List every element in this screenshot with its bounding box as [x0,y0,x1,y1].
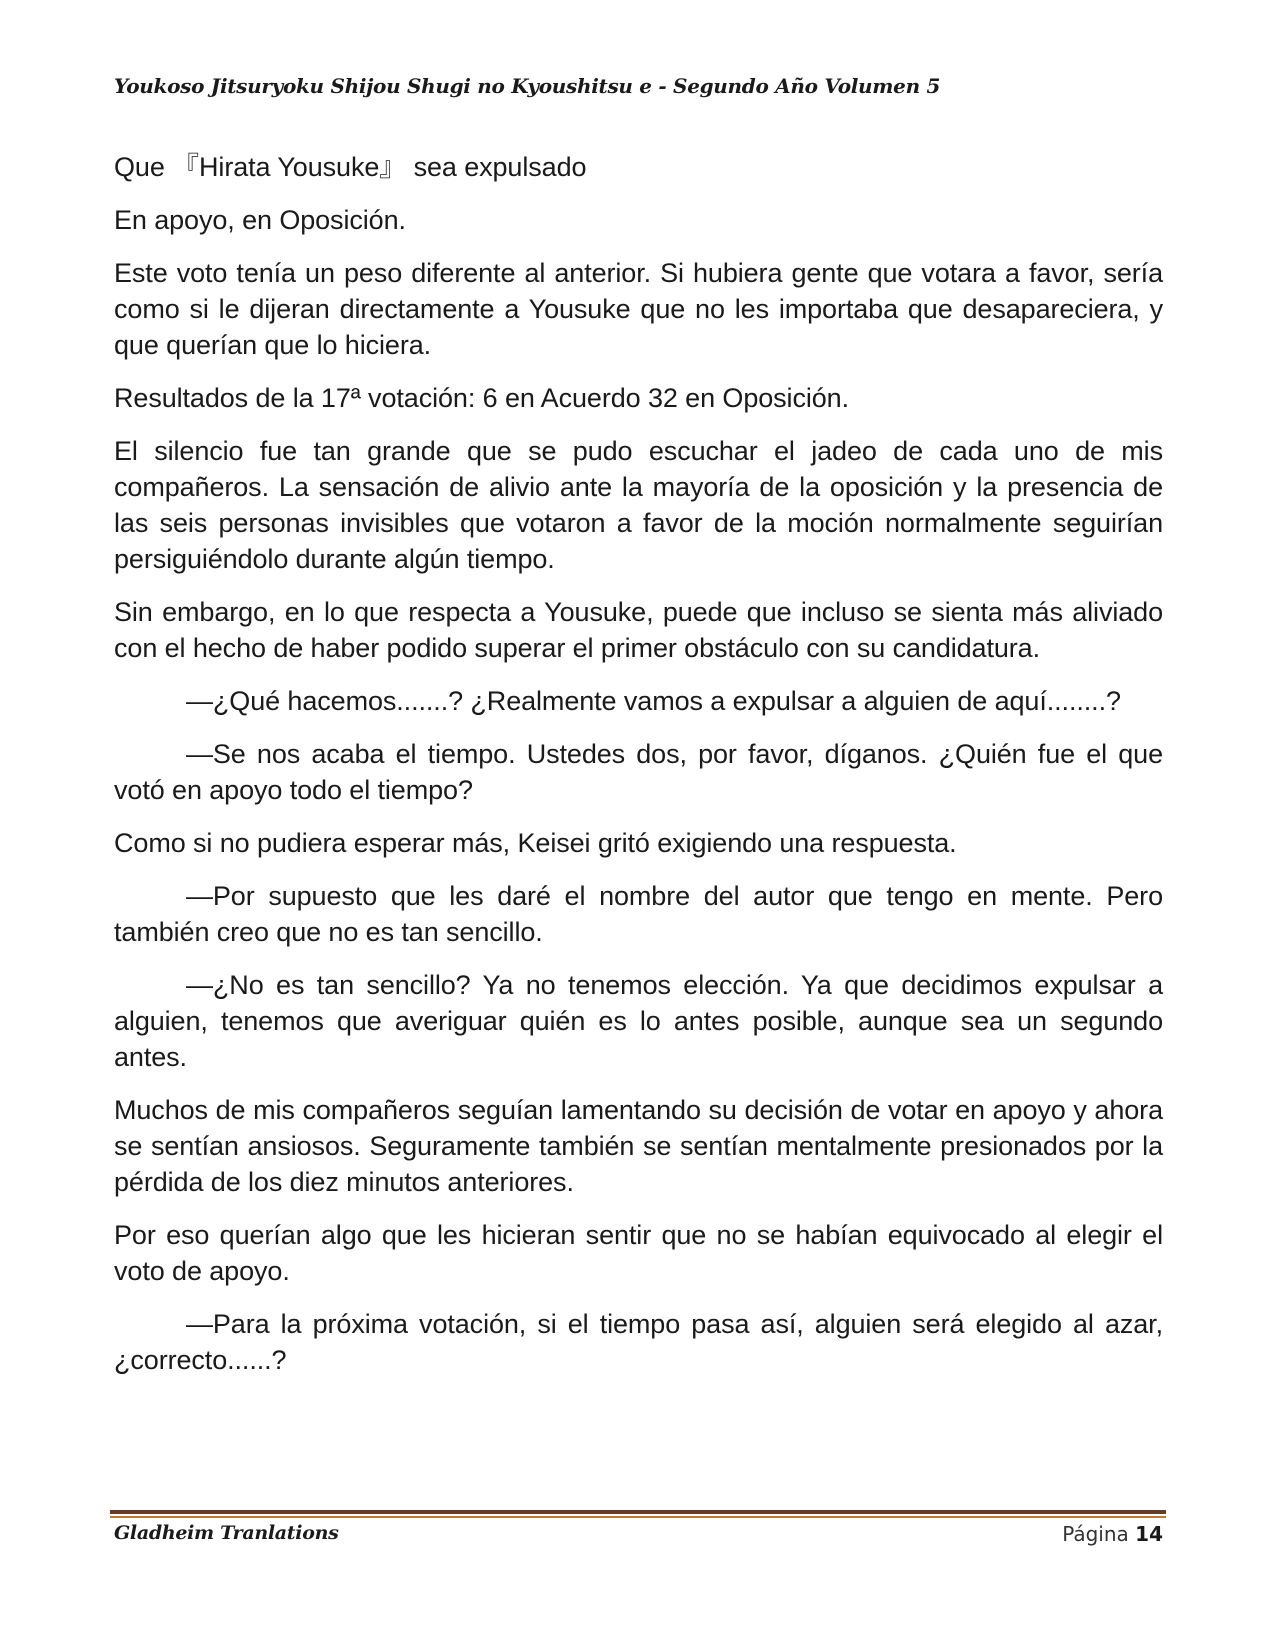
page-label: Página [1062,1522,1129,1546]
paragraph: Como si no pudiera esperar más, Keisei gritó exigiendo una respuesta. [114,828,957,858]
paragraph: Sin embargo, en lo que respecta a Yousuke, puede que incluso se sienta más aliviado con el hecho de haber podido superar el primer obstáculo con su candidatura. [114,597,1163,663]
dialog-line: —¿No es tan sencillo? Ya no tenemos elección. Ya que decidimos expulsar a alguien, tenemos que averiguar quién es lo antes posible, aunque sea un segundo antes. [114,970,1163,1072]
footer-translator-credit: Gladheim Tranlations [114,1522,339,1544]
dialog-line: —Por supuesto que les daré el nombre del autor que tengo en mente. Pero también creo que no es tan sencillo. [114,881,1163,947]
page-body [114,149,1163,1395]
paragraph-vote-options: En apoyo, en Oposición. [114,205,406,235]
paragraph-vote-motion: Que 『Hirata Yousuke』 sea expulsado [114,152,587,182]
dialog-line: —Se nos acaba el tiempo. Ustedes dos, por favor, díganos. ¿Quién fue el que votó en apoyo todo el tiempo? [114,739,1163,805]
paragraph-vote-result: Resultados de la 17ª votación: 6 en Acuerdo 32 en Oposición. [114,383,849,413]
dialog-line: —Para la próxima votación, si el tiempo pasa así, alguien será elegido al azar, ¿correcto......? [114,1309,1163,1375]
footer-page-indicator [1062,1522,1163,1546]
paragraph: Este voto tenía un peso diferente al anterior. Si hubiera gente que votara a favor, sería como si le dijeran directamente a Yousuke que no les importaba que desapareciera, y que querían que lo hiciera. [114,258,1163,360]
paragraph: El silencio fue tan grande que se pudo escuchar el jadeo de cada uno de mis compañeros. La sensación de alivio ante la mayoría de la oposición y la presencia de las seis personas invisibles que votaron a favor de la moción normalmente seguirían persiguiéndolo durante algún tiempo. [114,436,1163,574]
paragraph: Muchos de mis compañeros seguían lamentando su decisión de votar en apoyo y ahora se sentían ansiosos. Seguramente también se sentían mentalmente presionados por la pérdida de los diez minutos anteriores. [114,1095,1163,1197]
footer-divider-dark [110,1510,1166,1514]
footer-divider-light [110,1516,1166,1518]
dialog-line: —¿Qué hacemos.......? ¿Realmente vamos a expulsar a alguien de aquí........? [186,686,1121,716]
running-header: Youkoso Jitsuryoku Shijou Shugi no Kyoushitsu e - Segundo Año Volumen 5 [114,74,941,98]
page-number: 14 [1135,1522,1163,1546]
paragraph: Por eso querían algo que les hicieran sentir que no se habían equivocado al elegir el voto de apoyo. [114,1220,1163,1286]
